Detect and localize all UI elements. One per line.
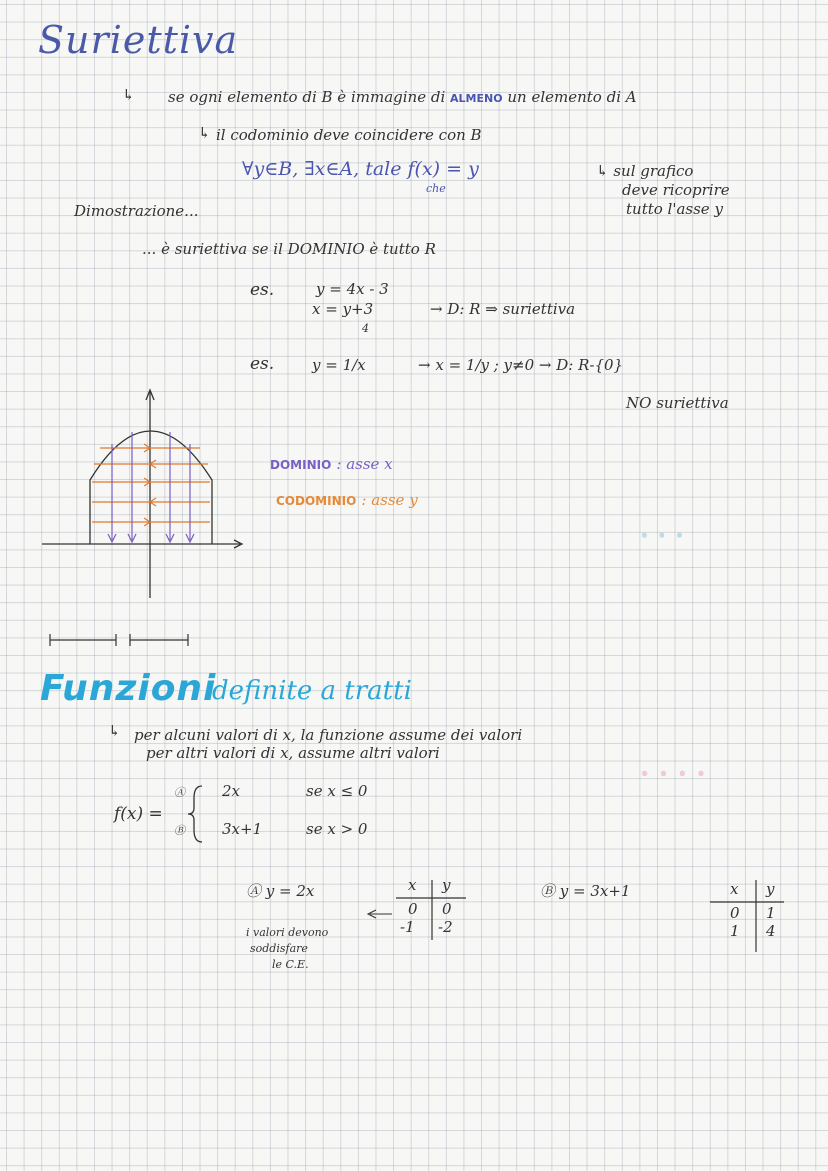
formula-che: che: [426, 182, 446, 195]
table-b-head-y: y: [766, 880, 775, 898]
table-a-head-y: y: [442, 876, 451, 894]
dominio-value: : asse x: [336, 455, 393, 473]
case-a-marker: Ⓐ: [174, 786, 185, 799]
table-a-title: Ⓐ y = 2x: [246, 882, 315, 900]
example-2-equation: y = 1/x: [312, 356, 366, 374]
example-2-result: NO suriettiva: [626, 394, 729, 412]
surjective-rule: ... è suriettiva se il DOMINIO è tutto R: [142, 240, 436, 258]
codomain-arrows: [92, 444, 210, 526]
table-a-cell: 0: [442, 900, 452, 918]
case-a-expression: 2x: [222, 782, 241, 800]
definition-line-2: il codominio deve coincidere con B: [216, 126, 482, 144]
example-1-inverse-denominator: 4: [362, 322, 369, 335]
definition-line-1: se ogni elemento di B è immagine di ALMENO un elemento di A: [168, 88, 637, 106]
faded-bleedthrough-text-2: ꞏ ꞏ ꞏ ꞏ: [640, 757, 706, 792]
example-1-label: es.: [250, 280, 275, 300]
table-a-note-1: i valori devono: [246, 926, 329, 939]
piecewise-brace: [188, 786, 202, 842]
table-b-cell: 1: [766, 904, 776, 922]
arrow-hook-icon: ↳: [108, 722, 121, 740]
table-b-cell: 1: [730, 922, 740, 940]
faded-bleedthrough-text-1: ꞏ ꞏ ꞏ: [640, 519, 684, 552]
piecewise-f-label: f(x) =: [114, 804, 163, 824]
case-a-condition: se x ≤ 0: [306, 782, 368, 800]
table-a-cell: -1: [400, 918, 415, 936]
table-b-title: Ⓑ y = 3x+1: [540, 882, 631, 900]
table-a-note-3: le C.E.: [272, 958, 309, 971]
dimostrazione-label: Dimostrazione...: [74, 202, 199, 220]
table-a-head-x: x: [408, 876, 417, 894]
interval-brackets: [50, 634, 188, 646]
graph-note-2: deve ricoprire: [622, 181, 730, 199]
codominio-value: : asse y: [361, 491, 418, 509]
section-title-suriettiva: Suriettiva: [38, 18, 239, 62]
example-1-inverse: x = y+3: [312, 300, 374, 318]
example-1-result: → D: R ⇒ suriettiva: [430, 300, 576, 318]
graph-note-1: ↳ sul grafico: [596, 162, 694, 180]
arrow-hook-icon: ↳: [198, 124, 211, 142]
example-2-inverse: → x = 1/y ; y≠0 → D: R-{0}: [418, 356, 624, 374]
table-b-cell: 0: [730, 904, 740, 922]
codominio-label: CODOMINIO: [276, 494, 357, 508]
table-b-head-x: x: [730, 880, 739, 898]
section-title-funzioni: Funzioni: [40, 668, 217, 709]
table-b-cell: 4: [766, 922, 776, 940]
surjectivity-formula: ∀y∈B, ∃x∈A, tale f(x) = y: [242, 158, 479, 180]
description-line-2: per altri valori di x, assume altri valori: [146, 744, 440, 762]
case-b-marker: Ⓑ: [174, 824, 185, 837]
arrow-hook-icon: ↳: [122, 86, 135, 104]
case-b-condition: se x > 0: [306, 820, 368, 838]
case-b-expression: 3x+1: [222, 820, 263, 838]
section-subtitle: definite a tratti: [212, 676, 412, 706]
graph-note-3: tutto l'asse y: [626, 200, 723, 218]
almeno-emphasis: ALMENO: [450, 92, 503, 105]
table-a-cell: -2: [438, 918, 453, 936]
example-1-equation: y = 4x - 3: [316, 280, 389, 298]
dominio-label: DOMINIO: [270, 458, 332, 472]
example-2-label: es.: [250, 354, 275, 374]
table-a-note-2: soddisfare: [250, 942, 308, 955]
description-line-1: per alcuni valori di x, la funzione assume dei valori: [134, 726, 523, 744]
table-a-cell: 0: [408, 900, 418, 918]
